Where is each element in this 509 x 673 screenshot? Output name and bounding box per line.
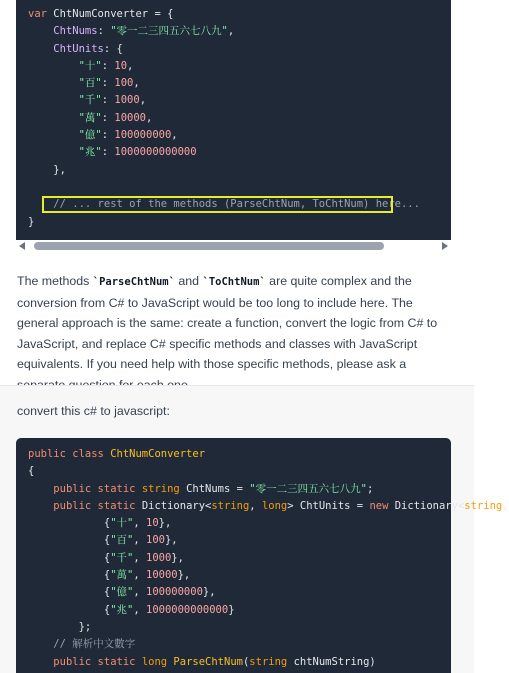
code-token: 100 [146,534,165,547]
code-token: }, [177,569,191,582]
code-line [28,214,420,231]
code-token: , [133,551,146,564]
code-token: , [133,603,146,616]
code-token: "百" [78,77,102,90]
code-token [28,129,79,141]
code-line [28,515,509,532]
code-line [28,481,509,498]
code-token [28,638,53,650]
code-token: 100000000 [146,586,203,599]
code-token: ( [242,655,250,668]
code-line [28,654,509,671]
code-token: "零一二三四五六七八九" [249,482,367,495]
code-token: }, [202,586,216,599]
code-line [28,41,420,58]
code-token: , [139,94,147,107]
code-line [28,532,509,549]
scroll-left-icon[interactable] [16,240,28,252]
code-token: "兆" [78,146,102,159]
code-token: Dictionary< [394,499,465,512]
code-line [28,498,509,515]
code-token: "十" [110,517,134,530]
code-token: // ... rest of the methods (ParseChtNum, ToChtNum) here... [53,198,420,211]
code-token: string [141,482,187,495]
code-line [28,58,420,75]
code-token: chtNumString) [293,655,376,668]
code-token: , [227,25,235,38]
code-token: : [97,25,111,38]
code-token: { [28,551,111,564]
code-token: }, [28,163,66,176]
horizontal-scrollbar[interactable] [16,240,451,252]
code-token: ChtNums = [186,482,250,495]
code-token: new [369,499,395,512]
code-token [28,500,53,512]
code-token: , [249,499,262,512]
answer-text-part3: are quite complex and the conversion from C# to JavaScript would be too long to include here. The general approach is the same: create a function, convert the logic from C# to JavaScript, and replace C# specific methods and classes with JavaScript equivalents. If you need help with those specific methods, please ask a [17,274,438,371]
code-token: : [101,77,115,90]
code-token: public static [53,655,142,668]
scroll-track[interactable] [28,242,439,250]
code-line [28,550,509,567]
code-token: 10000 [146,569,178,582]
code-token: : [101,94,115,107]
code-token: , [502,499,509,512]
code-line [28,567,509,584]
code-token [28,146,79,158]
code-token: { [28,465,35,478]
code-token: , [133,586,146,599]
answer-text-part1: The methods [17,274,93,288]
code-token: "零一二三四五六七八九" [110,25,228,38]
code-token: 1000 [114,94,140,107]
code-token: ; [366,482,374,495]
code-line [28,584,509,601]
code-token: long [261,499,288,512]
code-token: 1000000000000 [114,146,197,159]
code-token: } [28,215,35,228]
code-token [28,656,53,668]
code-token: }, [158,517,172,530]
code-line [28,6,420,23]
code-token [28,60,79,72]
code-line [28,619,509,636]
code-line [28,110,420,127]
code-token: "萬" [78,111,102,124]
code-token: public class [28,448,111,460]
code-token: var [28,8,54,20]
code-line [28,463,509,480]
code-token [28,25,53,37]
code-token: // 解析中文數字 [53,638,136,651]
code-token: long [141,655,174,668]
code-token: : [101,129,115,142]
code-token: "億" [110,586,134,599]
code-token: ParseChtNum [173,655,243,668]
code-line [28,144,420,161]
code-token: }, [164,534,178,547]
code-token: , [133,517,146,530]
code-token: public static [53,482,142,495]
code-token: "千" [110,551,134,564]
code-token: , [133,534,146,547]
code-token: "兆" [110,603,134,616]
code-token: "百" [110,534,134,547]
code-token: "萬" [110,569,134,582]
code-token: string [211,499,250,512]
code-token: { [28,586,111,599]
code-token: 10000 [114,111,146,124]
code-token: string [249,655,294,668]
code-content [28,446,509,671]
user-question: convert this c# to javascript: [17,404,170,418]
code-token: > ChtUnits = [287,499,370,512]
code-token: { [28,534,111,547]
code-token [28,77,79,89]
inline-code-tochtnum: `ToChtNum` [202,276,266,288]
code-token: 1000000000000 [146,603,229,616]
code-token: public static [53,499,142,512]
code-token [28,94,79,106]
code-line [28,446,509,463]
code-token: ChtNums [53,25,98,38]
code-token: "十" [78,59,102,72]
code-token: 10 [114,59,128,72]
code-token: , [133,77,140,90]
scroll-right-icon[interactable] [439,240,451,252]
code-token: 1000 [146,551,172,564]
code-token: 100 [114,77,134,90]
code-token: "億" [78,129,102,142]
assistant-message [17,271,457,395]
code-line [28,162,420,179]
inline-code-parsechtnum: `ParseChtNum` [92,276,175,288]
code-token: Dictionary< [141,499,212,512]
code-token: : [101,111,115,124]
code-line [28,127,420,144]
code-token: }; [28,620,92,633]
code-line [28,179,420,196]
code-line [28,636,509,653]
code-token [28,112,79,124]
code-token [28,43,53,55]
highlight-box [42,196,393,213]
code-token: ChtUnits [53,42,104,55]
scroll-thumb[interactable] [34,242,384,250]
code-token: 10 [146,517,159,530]
code-line [28,23,420,40]
code-token [28,483,53,495]
code-line [28,75,420,92]
code-token: , [133,569,146,582]
code-line [28,92,420,109]
code-token: : { [103,42,123,55]
code-token: { [28,517,111,530]
code-token: { [28,569,111,582]
code-token: , [146,111,153,124]
code-token: ChtNumConverter [110,448,206,460]
code-token: , [171,129,178,142]
code-token: }, [171,551,184,564]
code-token: ChtNumConverter = { [53,8,174,20]
code-token: string [464,499,503,512]
code-block-javascript [16,0,451,240]
code-token: : [101,146,115,159]
code-token: { [28,603,111,616]
code-block-csharp [16,438,509,673]
code-token: } [228,603,235,616]
code-line [28,602,509,619]
code-token: 100000000 [114,129,172,142]
code-token: "千" [78,94,102,107]
code-token: : [101,59,115,72]
code-token: , [127,59,134,72]
answer-text-part2: and [174,274,203,288]
